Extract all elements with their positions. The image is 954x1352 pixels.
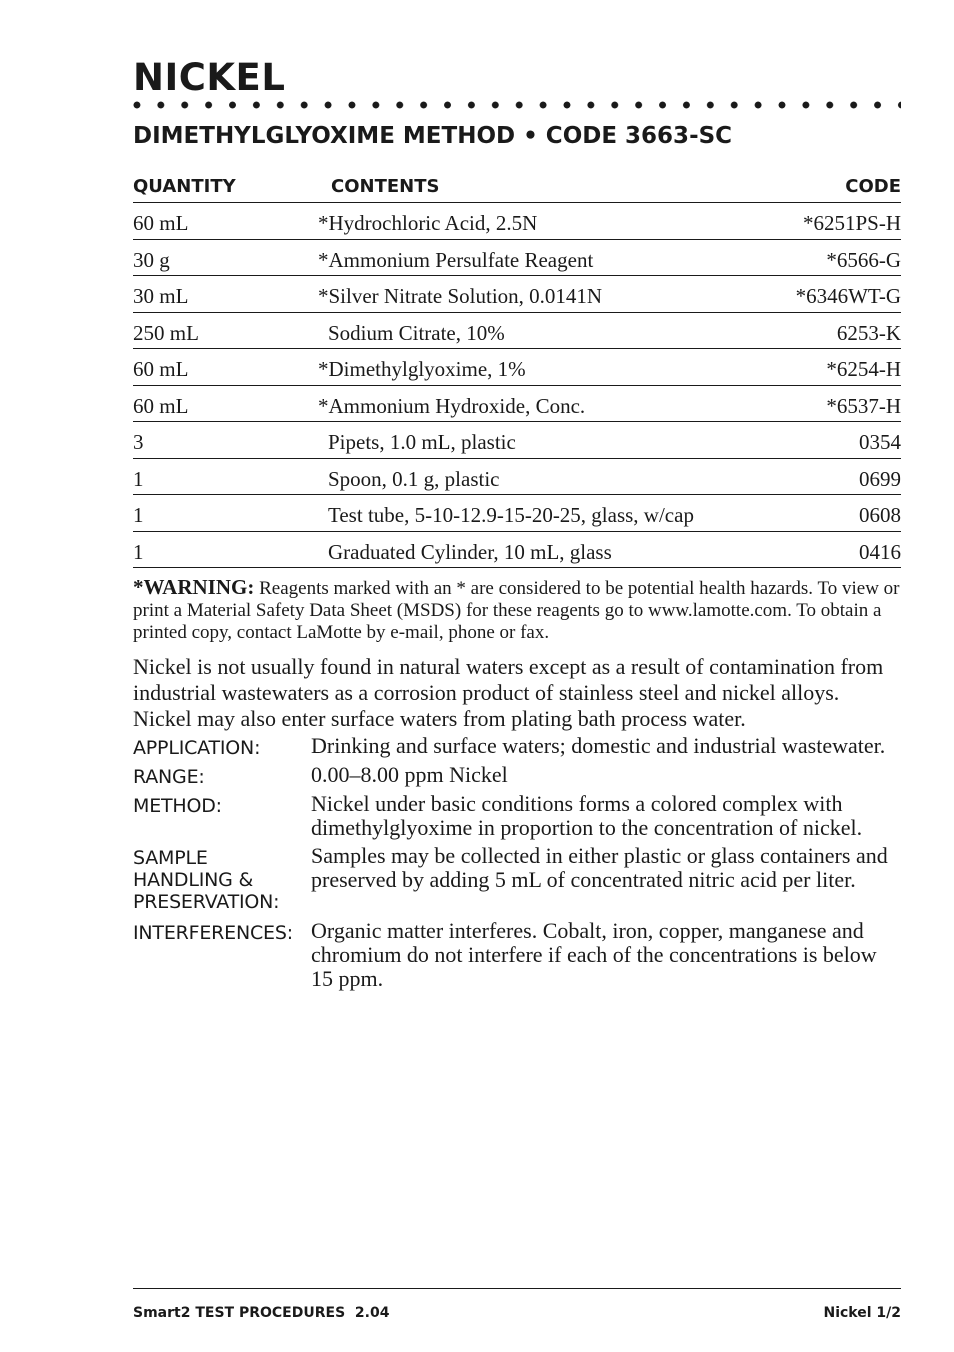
cell-quantity: 30 g <box>133 247 170 272</box>
cell-quantity: 60 mL <box>133 393 189 418</box>
table-row <box>133 203 901 240</box>
warning-text: Reagents marked with an * are considered to be potential health hazards. To view or print a Material Safety Data Sheet (MSDS) for these reagents go to www.lamotte.com. To obtain a printed copy, contact LaMotte by e-mail, phone or fax. <box>133 578 900 643</box>
cell-quantity: 1 <box>133 539 144 564</box>
page-footer <box>133 1288 901 1321</box>
table-row <box>133 495 901 532</box>
cell-quantity: 250 mL <box>133 320 199 345</box>
table-row <box>133 422 901 459</box>
header-contents: CONTENTS <box>331 176 440 197</box>
table-row <box>133 532 901 569</box>
spec-range <box>133 763 901 788</box>
cell-quantity: 1 <box>133 466 144 491</box>
spec-value: Organic matter interferes. Cobalt, iron, copper, manganese and chromium do not interfere if each of the concentrations is below 15 ppm. <box>311 918 877 991</box>
table-row <box>133 349 901 386</box>
cell-contents: *Hydrochloric Acid, 2.5N <box>318 211 538 235</box>
spec-label: APPLICATION: <box>133 737 261 759</box>
table-header <box>133 174 901 203</box>
footer-page-number: Nickel 1/2 <box>823 1305 901 1321</box>
cell-code: *6251PS-H <box>802 211 901 235</box>
table-row <box>133 240 901 277</box>
spec-sample-handling <box>133 844 901 913</box>
cell-code: *6254-H <box>826 357 901 381</box>
cell-quantity: 60 mL <box>133 357 189 381</box>
table-row <box>133 313 901 350</box>
spec-application <box>133 734 901 759</box>
spec-label: METHOD: <box>133 795 222 817</box>
intro-paragraph: Nickel is not usually found in natural waters except as a result of contamination from industrial wastewaters as a corrosion product of stainless steel and nickel alloys. Nickel may also enter surface waters from plating bath process water. <box>133 654 884 731</box>
spec-label: INTERFERENCES: <box>133 922 293 944</box>
cell-code: *6346WT-G <box>795 284 901 308</box>
spec-method <box>133 792 901 840</box>
spec-value: Nickel under basic conditions forms a colored complex with dimethylglyoxime in proportion to the concentration of nickel. <box>311 791 863 840</box>
spec-value: Drinking and surface waters; domestic and industrial wastewater. <box>311 733 886 758</box>
footer-doc-title: Smart2 TEST PROCEDURES 2.04 <box>133 1305 390 1321</box>
warning-note <box>133 576 901 644</box>
cell-quantity: 1 <box>133 503 144 527</box>
cell-contents: Graduated Cylinder, 10 mL, glass <box>328 539 612 564</box>
cell-code: 6253-K <box>836 320 901 345</box>
cell-contents: Spoon, 0.1 g, plastic <box>328 466 500 491</box>
cell-contents: Test tube, 5-10-12.9-15-20-25, glass, w/cap <box>328 503 694 527</box>
cell-quantity: 30 mL <box>133 284 189 308</box>
cell-code: *6566-G <box>826 247 901 272</box>
header-code: CODE <box>845 176 901 197</box>
cell-contents: *Dimethylglyoxime, 1% <box>318 357 526 381</box>
cell-contents: *Silver Nitrate Solution, 0.0141N <box>318 284 603 308</box>
table-row <box>133 386 901 423</box>
header-quantity: QUANTITY <box>133 176 236 197</box>
spec-label: SAMPLE HANDLING & PRESERVATION: <box>133 847 280 913</box>
page-title: NICKEL <box>133 56 286 99</box>
spec-interferences <box>133 919 901 991</box>
warning-label: *WARNING: <box>133 575 255 599</box>
table-row <box>133 459 901 496</box>
cell-contents: Sodium Citrate, 10% <box>328 320 505 345</box>
dotted-divider <box>133 101 901 109</box>
spec-value: Samples may be collected in either plastic or glass containers and preserved by adding 5 mL of concentrated nitric acid per liter. <box>311 843 888 892</box>
cell-code: 0608 <box>859 503 901 527</box>
cell-code: *6537-H <box>826 393 901 418</box>
cell-quantity: 60 mL <box>133 211 189 235</box>
document-page <box>133 56 901 991</box>
cell-contents: Pipets, 1.0 mL, plastic <box>328 430 516 454</box>
cell-code: 0699 <box>859 466 901 491</box>
method-subtitle: DIMETHYLGLYOXIME METHOD • CODE 3663-SC <box>133 123 733 149</box>
spec-label: RANGE: <box>133 766 205 788</box>
contents-table <box>133 174 901 568</box>
cell-contents: *Ammonium Persulfate Reagent <box>318 247 594 272</box>
cell-quantity: 3 <box>133 430 144 454</box>
table-body <box>133 203 901 568</box>
table-row <box>133 276 901 313</box>
cell-code: 0416 <box>859 539 901 564</box>
cell-code: 0354 <box>859 430 901 454</box>
cell-contents: *Ammonium Hydroxide, Conc. <box>318 393 586 418</box>
spec-value: 0.00–8.00 ppm Nickel <box>311 762 508 787</box>
